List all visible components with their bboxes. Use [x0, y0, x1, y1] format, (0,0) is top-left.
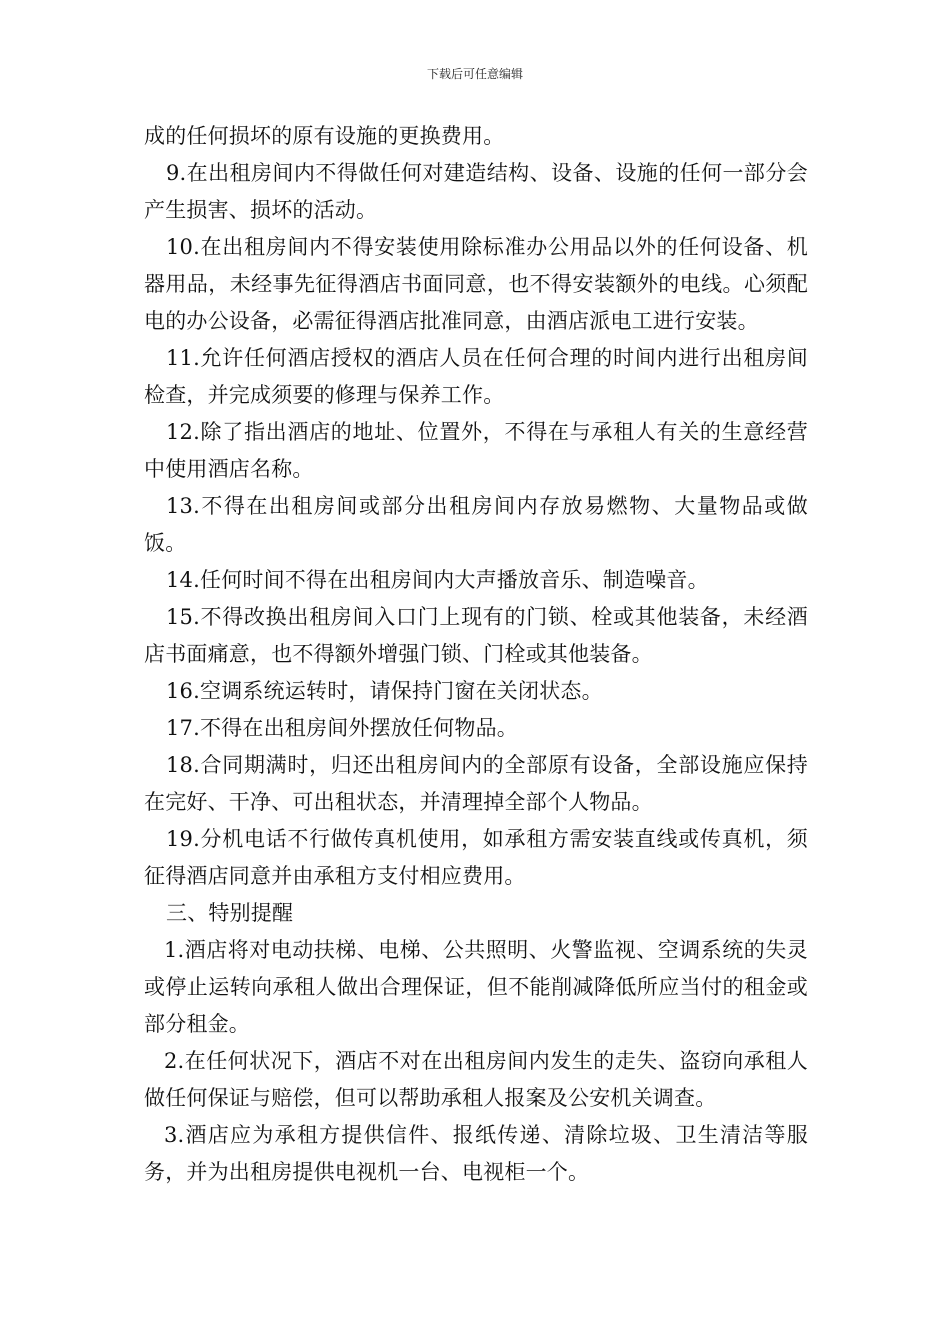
clause-17: 17.不得在出租房间外摆放任何物品。	[166, 716, 518, 740]
paragraph-continuation: 成的任何损坏的原有设施的更换费用。	[144, 124, 505, 148]
clause-9: 9.在出租房间内不得做任何对建造结构、设备、设施的任何一部分会产生损害、损坏的活动。	[144, 161, 808, 222]
clause-19: 19.分机电话不行做传真机使用，如承租方需安装直线或传真机，须征得酒店同意并由承租方支付相应费用。	[144, 827, 808, 888]
reminder-3: 3.酒店应为承租方提供信件、报纸传递、清除垃圾、卫生清洁等服务，并为出租房提供电视机一台、电视柜一个。	[144, 1123, 808, 1184]
section-heading-special-reminder: 三、特别提醒	[166, 901, 294, 925]
clause-18: 18.合同期满时，归还出租房间内的全部原有设备，全部设施应保持在完好、干净、可出租状态，并清理掉全部个人物品。	[144, 753, 808, 814]
reminder-2: 2.在任何状况下，酒店不对在出租房间内发生的走失、盗窃向承租人做任何保证与赔偿，但可以帮助承租人报案及公安机关调查。	[144, 1049, 808, 1110]
page-header: 下载后可任意编辑	[426, 67, 523, 81]
clause-13: 13.不得在出租房间或部分出租房间内存放易燃物、大量物品或做饭。	[144, 494, 808, 555]
clause-16: 16.空调系统运转时，请保持门窗在关闭状态。	[166, 679, 603, 703]
clause-11: 11.允许任何酒店授权的酒店人员在任何合理的时间内进行出租房间检查，并完成须要的修理与保养工作。	[144, 346, 808, 407]
clause-12: 12.除了指出酒店的地址、位置外，不得在与承租人有关的生意经营中使用酒店名称。	[144, 420, 808, 481]
clause-10: 10.在出租房间内不得安装使用除标准办公用品以外的任何设备、机器用品，未经事先征得酒店书面同意，也不得安装额外的电线。心须配电的办公设备，必需征得酒店批准同意，由酒店派电工进行安装。	[144, 235, 808, 333]
reminder-1: 1.酒店将对电动扶梯、电梯、公共照明、火警监视、空调系统的失灵或停止运转向承租人做出合理保证，但不能削减降低所应当付的租金或部分租金。	[144, 938, 808, 1036]
clause-15: 15.不得改换出租房间入口门上现有的门锁、栓或其他装备，未经酒店书面痛意，也不得额外增强门锁、门栓或其他装备。	[144, 605, 808, 666]
clause-14: 14.任何时间不得在出租房间内大声播放音乐、制造噪音。	[166, 568, 709, 592]
document-body	[144, 118, 808, 1191]
